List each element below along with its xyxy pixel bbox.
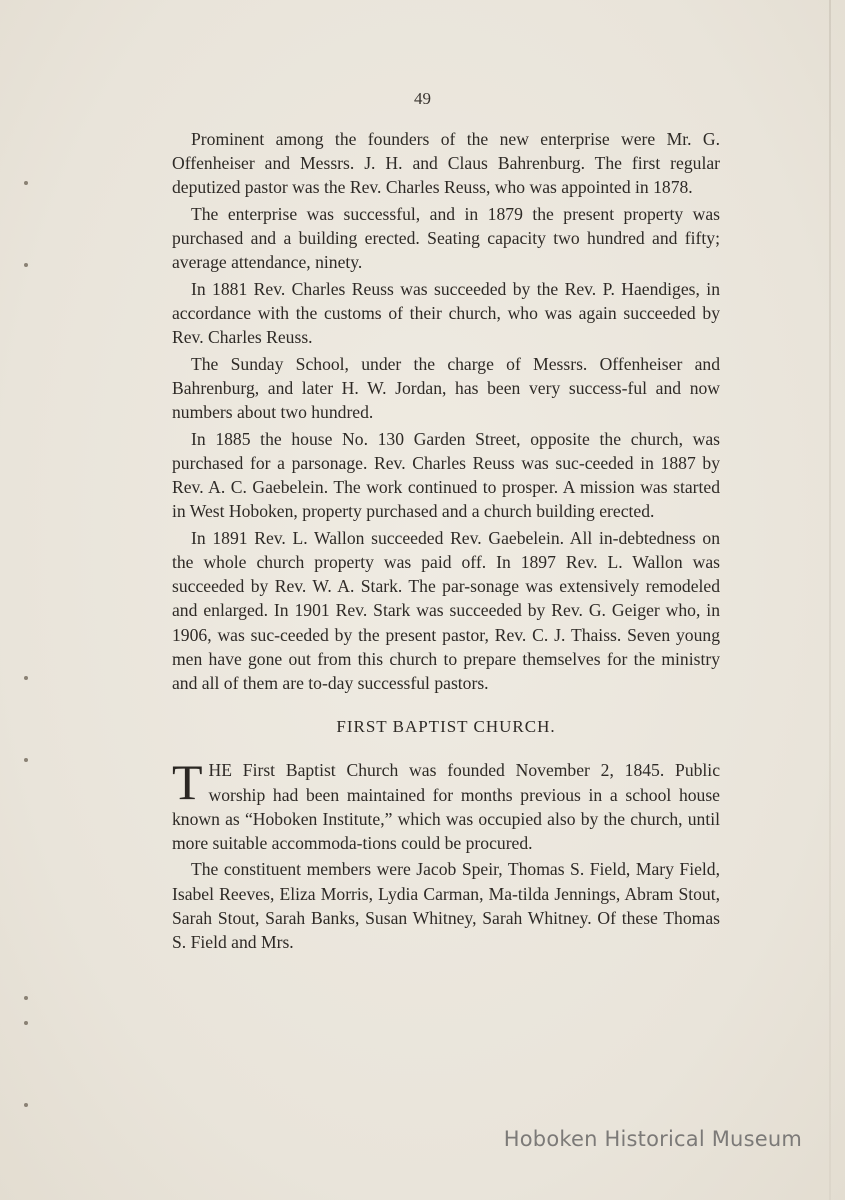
binding-hole bbox=[24, 1103, 28, 1107]
binding-hole bbox=[24, 758, 28, 762]
paragraph: Prominent among the founders of the new enterprise were Mr. G. Offenheiser and Messrs. J. H. and Claus Bahrenburg. The first regular deputized pastor was the Rev. Charles Reuss, who was appointed in 1878. bbox=[172, 129, 720, 198]
binding-hole bbox=[24, 1021, 28, 1025]
section-heading: FIRST BAPTIST CHURCH. bbox=[336, 717, 556, 737]
binding-hole bbox=[24, 996, 28, 1000]
paragraph: In 1891 Rev. L. Wallon succeeded Rev. Gaebelein. All in-debtedness on the whole church property was paid off. In 1897 Rev. L. Wallon was succeeded by Rev. W. A. Stark. The par-sonage was extensively remodeled and enlarged. In 1901 Rev. Stark was succeeded by Rev. G. Geiger who, in 1906, was suc-ceeded by the present pastor, Rev. C. J. Thaiss. Seven young men have gone out from this church to prepare themselves for the ministry and all of them are to-day successful pastors. bbox=[172, 527, 720, 693]
paragraph: In 1881 Rev. Charles Reuss was succeeded by the Rev. P. Haendiges, in accordance with the customs of their church, who was again succeeded by Rev. Charles Reuss. bbox=[172, 278, 720, 348]
drop-cap-paragraph bbox=[172, 754, 720, 855]
binding-hole bbox=[24, 676, 28, 680]
binding-hole bbox=[24, 263, 28, 267]
paragraph: The enterprise was successful, and in 1879 the present property was purchased and a building erected. Seating capacity two hundred and fifty; average attendance, ninety. bbox=[172, 203, 720, 273]
body-text bbox=[172, 127, 720, 957]
paragraph: In 1885 the house No. 130 Garden Street, opposite the church, was purchased for a parsonage. Rev. Charles Reuss was suc-ceeded in 1887 by Rev. A. C. Gaebelein. The work continued to prosper. A mission was started in West Hoboken, property purchased and a church building erected. bbox=[172, 428, 720, 522]
paragraph: The Sunday School, under the charge of Messrs. Offenheiser and Bahrenburg, and later H. W. Jordan, has been very success-ful and now numbers about two hundred. bbox=[172, 353, 720, 423]
page-fold-shadow bbox=[829, 0, 831, 1200]
page-number: 49 bbox=[414, 89, 431, 108]
binding-hole bbox=[24, 181, 28, 185]
watermark: Hoboken Historical Museum bbox=[503, 1127, 802, 1151]
paragraph: The constituent members were Jacob Speir, Thomas S. Field, Mary Field, Isabel Reeves, Eliza Morris, Lydia Carman, Ma-tilda Jennings, Abram Stout, Sarah Stout, Sarah Banks, Susan Whitney, Sarah Whitney. Of these Thomas S. Field and Mrs. bbox=[172, 859, 720, 953]
drop-cap: T bbox=[172, 754, 203, 811]
drop-cap-paragraph-text: HE First Baptist Church was founded November 2, 1845. Public worship had been maintained for months previous in a school house known as “Hoboken Institute,” which was occupied also by the church, until more suitable accommoda-tions could be procured. bbox=[172, 760, 720, 853]
